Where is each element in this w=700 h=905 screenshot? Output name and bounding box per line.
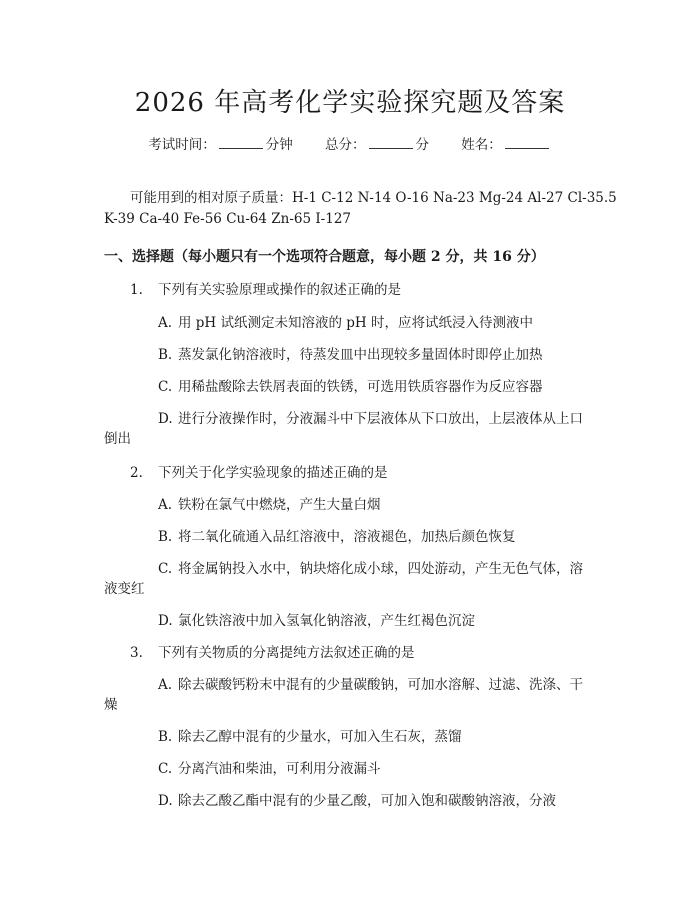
option-letter: D. [158,613,173,629]
option-letter: C. [158,561,173,577]
question-number: 2. [130,465,143,481]
question-number: 3. [130,645,143,661]
total-score-label: 总分： [325,137,366,153]
question-3-option-a [158,673,583,693]
option-text: 用 pH 试纸测定未知溶液的 pH 时，应将试纸浸入待测液中 [178,315,533,331]
exam-time-blank [219,136,263,149]
option-letter: B. [158,347,173,363]
question-text: 下列有关实验原理或操作的叙述正确的是 [158,282,401,298]
total-score-unit: 分 [415,137,429,153]
question-1-option-b [158,343,543,363]
total-score-field [325,137,429,153]
option-letter: D. [158,411,173,427]
question-2-option-a [158,493,381,513]
option-letter: A. [158,497,173,513]
question-1-option-c [158,375,543,395]
section-heading-choice: 一、选择题（每小题只有一个选项符合题意，每小题 2 分，共 16 分） [104,249,545,265]
option-letter: B. [158,729,173,745]
question-1-option-a [158,311,533,331]
option-letter: A. [158,315,173,331]
atomic-mass-line-2: K-39 Ca-40 Fe-56 Cu-64 Zn-65 I-127 [104,211,352,227]
option-letter: B. [158,529,173,545]
option-text: 除去碳酸钙粉末中混有的少量碳酸钠，可加水溶解、过滤、洗涤、干 [178,677,583,693]
student-name-field [461,137,552,153]
question-2-stem [130,461,388,481]
exam-time-label: 考试时间： [148,137,216,153]
question-3-option-c [158,757,381,777]
page-title: 2026 年高考化学实验探究题及答案 [134,88,566,118]
option-text: 将二氧化硫通入品红溶液中，溶液褪色，加热后颜色恢复 [178,529,516,545]
student-name-label: 姓名： [461,137,502,153]
exam-info-line [0,133,700,153]
question-2-option-c [158,557,583,577]
option-text: 将金属钠投入水中，钠块熔化成小球，四处游动，产生无色气体，溶 [178,561,583,577]
total-score-blank [369,136,413,149]
option-letter: C. [158,379,173,395]
question-text: 下列有关物质的分离提纯方法叙述正确的是 [158,645,415,661]
option-letter: D. [158,793,173,809]
option-letter: A. [158,677,173,693]
student-name-blank [505,136,549,149]
question-3-option-b [158,725,462,745]
exam-time-field [148,137,293,153]
question-1-option-d [158,407,583,427]
option-text: 蒸发氯化钠溶液时，待蒸发皿中出现较多量固体时即停止加热 [178,347,543,363]
question-3-stem [130,641,415,661]
option-text: 进行分液操作时，分液漏斗中下层液体从下口放出，上层液体从上口 [178,411,583,427]
question-1-stem [130,278,401,298]
option-text: 氯化铁溶液中加入氢氧化钠溶液，产生红褐色沉淀 [178,613,475,629]
atomic-mass-line-1: 可能用到的相对原子质量：H-1 C-12 N-14 O-16 Na-23 Mg-24 Al-27 Cl-35.5 [130,190,617,206]
exam-time-unit: 分钟 [265,137,293,153]
question-2-option-b [158,525,516,545]
option-letter: C. [158,761,173,777]
option-text: 铁粉在氯气中燃烧，产生大量白烟 [178,497,381,513]
option-text: 除去乙醇中混有的少量水，可加入生石灰，蒸馏 [178,729,462,745]
option-text: 分离汽油和柴油，可利用分液漏斗 [178,761,381,777]
question-1-option-d-continued: 倒出 [104,431,131,447]
question-2-option-c-continued: 液变红 [104,581,145,597]
option-text: 用稀盐酸除去铁屑表面的铁锈，可选用铁质容器作为反应容器 [178,379,543,395]
option-text: 除去乙酸乙酯中混有的少量乙酸，可加入饱和碳酸钠溶液，分液 [178,793,556,809]
atomic-mass-note [104,188,617,230]
question-number: 1. [130,282,143,298]
question-3-option-d [158,789,556,809]
question-2-option-d [158,609,475,629]
question-3-option-a-continued: 燥 [104,697,118,713]
question-text: 下列关于化学实验现象的描述正确的是 [158,465,388,481]
